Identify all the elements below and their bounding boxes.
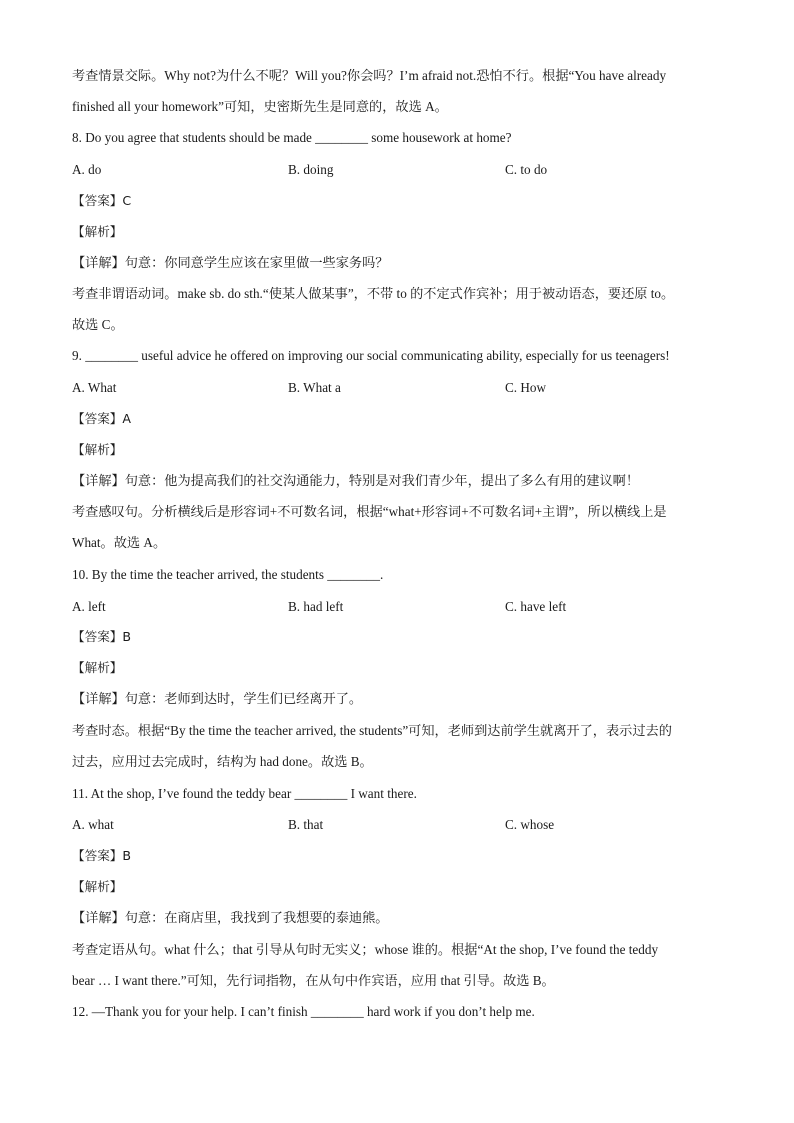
- option-c: C. whose: [505, 817, 555, 832]
- explanation-line: 考查时态。根据“By the time the teacher arrived, the students”可知，老师到达前学生就离开了，表示过去的: [72, 723, 672, 738]
- explanation-line: bear … I want there.”可知，先行词指物，在从句中作宾语，应用 that 引导。故选 B。: [72, 973, 555, 988]
- detail-line: 【详解】句意：你同意学生应该在家里做一些家务吗？: [72, 255, 389, 270]
- option-a: A. What: [72, 380, 117, 395]
- option-c: C. have left: [505, 599, 567, 614]
- answer-label: 【答案】B: [72, 848, 132, 863]
- option-b: B. had left: [288, 599, 344, 614]
- analysis-label: 【解析】: [72, 224, 123, 239]
- detail-line: 【详解】句意：老师到达时，学生们已经离开了。: [72, 691, 363, 706]
- explanation-line: 考查情景交际。Why not?为什么不呢？Will you?你会吗？I’m afraid not.恐怕不行。根据“You have already: [72, 68, 667, 83]
- explanation-line: 过去，应用过去完成时，结构为 had done。故选 B。: [72, 754, 373, 769]
- explanation-line: 考查定语从句。what 什么；that 引导从句时无实义；whose 谁的。根据“At the shop, I’ve found the teddy: [72, 942, 659, 957]
- detail-line: 【详解】句意：他为提高我们的社交沟通能力，特别是对我们青少年，提出了多么有用的建议啊！: [72, 473, 640, 488]
- explanation-line: What。故选 A。: [72, 535, 167, 550]
- explanation-line: 故选 C。: [72, 317, 124, 332]
- option-b: B. What a: [288, 380, 341, 395]
- question-8: 8. Do you agree that students should be made ________ some housework at home?: [72, 130, 512, 145]
- explanation-line: 考查非谓语动词。make sb. do sth.“使某人做某事”，不带 to 的不定式作宾补；用于被动语态，要还原 to。: [72, 286, 675, 301]
- question-11: 11. At the shop, I’ve found the teddy bear ________ I want there.: [72, 786, 417, 801]
- option-c: C. to do: [505, 162, 548, 177]
- answer-label: 【答案】C: [72, 193, 132, 208]
- answer-label: 【答案】A: [72, 411, 131, 426]
- option-c: C. How: [505, 380, 547, 395]
- option-b: B. doing: [288, 162, 334, 177]
- question-10: 10. By the time the teacher arrived, the students ________.: [72, 567, 384, 582]
- explanation-line: finished all your homework”可知，史密斯先生是同意的，故选 A。: [72, 99, 448, 114]
- option-a: A. what: [72, 817, 114, 832]
- answer-label: 【答案】B: [72, 629, 132, 644]
- option-a: A. do: [72, 162, 102, 177]
- question-12: 12. —Thank you for your help. I can’t finish ________ hard work if you don’t help me.: [72, 1004, 535, 1019]
- analysis-label: 【解析】: [72, 442, 123, 457]
- option-a: A. left: [72, 599, 106, 614]
- option-b: B. that: [288, 817, 324, 832]
- detail-line: 【详解】句意：在商店里，我找到了我想要的泰迪熊。: [72, 910, 389, 925]
- question-9: 9. ________ useful advice he offered on improving our social communicating ability, especially for us teenagers!: [72, 348, 670, 363]
- analysis-label: 【解析】: [72, 879, 123, 894]
- analysis-label: 【解析】: [72, 660, 123, 675]
- explanation-line: 考查感叹句。分析横线后是形容词+不可数名词，根据“what+形容词+不可数名词+主谓”，所以横线上是: [72, 504, 667, 519]
